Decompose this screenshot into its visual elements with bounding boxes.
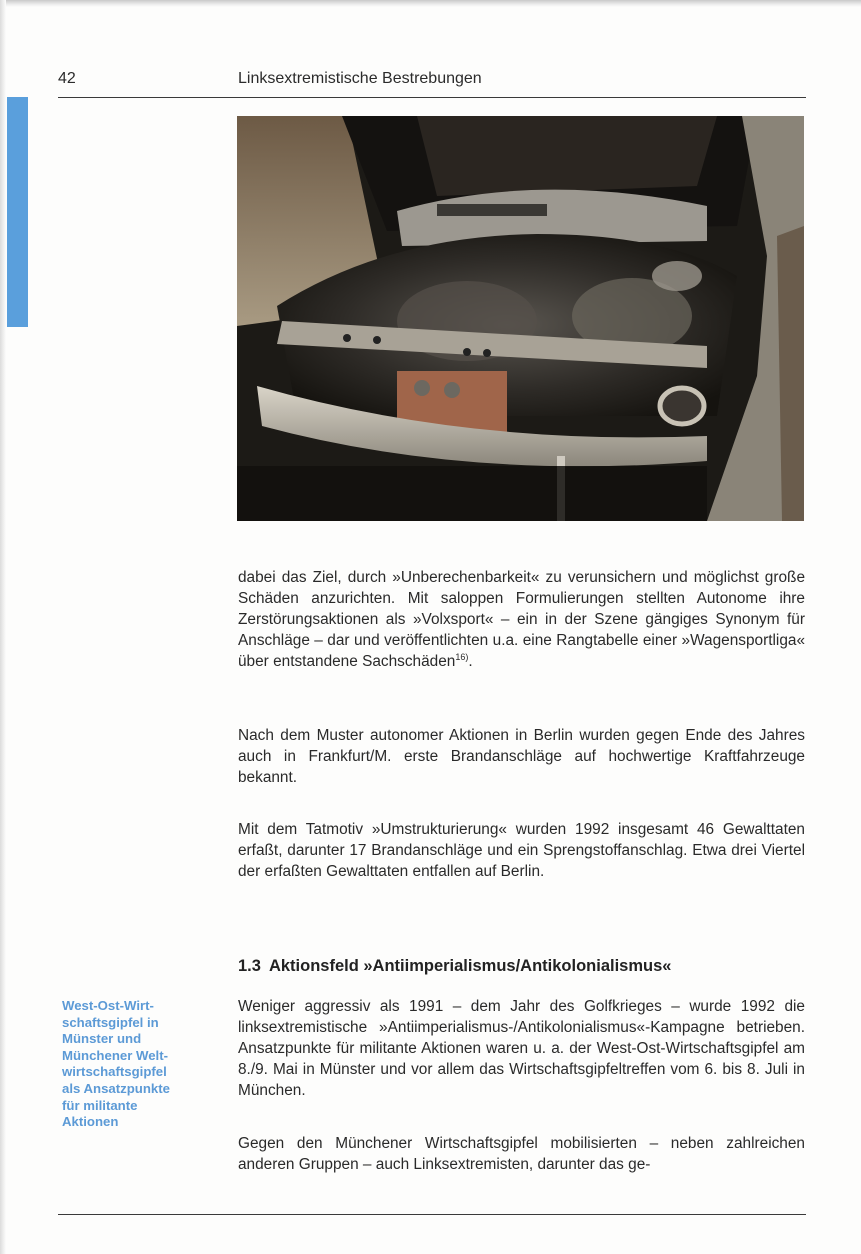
scan-top-shadow: [0, 0, 861, 7]
paragraph-text: Mit dem Tatmotiv »Umstrukturierung« wurden 1992 insgesamt 46 Gewalttaten erfaßt, darunter 17 Brandanschläge und ein Sprengstoffanschlag. Etwa drei Viertel der erfaßten Gewalttaten entfallen auf Berlin.: [238, 821, 805, 880]
margin-note-line: schaftsgipfel in: [62, 1014, 159, 1030]
header-rule: [58, 97, 806, 98]
margin-note: [62, 998, 212, 1131]
margin-note-line: Aktionen: [62, 1114, 119, 1130]
paragraph-frankfurt: [238, 725, 805, 788]
paragraph-umstrukturierung: [238, 819, 805, 882]
burned-car-photo: [237, 116, 804, 521]
margin-note-line: Münchener Welt-: [62, 1047, 168, 1063]
paragraph-antiimperialismus: [238, 996, 805, 1101]
margin-note-line: wirtschaftsgipfel: [62, 1064, 167, 1080]
chapter-color-tab: [7, 97, 28, 327]
margin-note-line: als Ansatzpunkte: [62, 1080, 170, 1096]
margin-note-line: Münster und: [62, 1031, 142, 1047]
paragraph-end: .: [468, 653, 473, 670]
paragraph-muenchen: [238, 1133, 805, 1175]
paragraph-text: Gegen den Münchener Wirtschaftsgipfel mobilisierten – neben zahlreichen anderen Gruppen – auch Linksextremisten, darunter das ge-: [238, 1135, 805, 1173]
footer-rule: [58, 1214, 806, 1215]
section-title: Aktionsfeld »Antiimperialismus/Antikolonialismus«: [268, 957, 672, 975]
margin-note-line: West-Ost-Wirt-: [62, 998, 154, 1013]
section-number: 1.3: [238, 957, 261, 975]
paragraph-volxsport: [238, 567, 805, 672]
running-title: Linksextremistische Bestrebungen: [238, 70, 482, 87]
paragraph-text: dabei das Ziel, durch »Unberechenbarkeit« zu verunsichern und möglichst große Schäden anzurichten. Mit saloppen Formulierungen stellten Autonome ihre Zerstörungsaktionen als »Volxsport« – ein in der Szene gängiges Synonym für Anschläge – dar und veröffentlichten u.a. eine Rangtabelle einer »Wagensportliga« über entstandene Sachschäden: [238, 569, 805, 670]
paragraph-text: Nach dem Muster autonomer Aktionen in Berlin wurden gegen Ende des Jahres auch in Frankfurt/M. erste Brandanschläge auf hochwertige Kraftfahrzeuge bekannt.: [238, 727, 805, 786]
scan-left-shadow: [0, 0, 6, 1254]
page-number: 42: [58, 70, 76, 87]
section-heading: [238, 957, 671, 976]
footnote-marker[interactable]: 16): [455, 651, 469, 662]
paragraph-text: Weniger aggressiv als 1991 – dem Jahr des Golfkrieges – wurde 1992 die linksextremistische »Antiimperialismus-/Antikolonialismus«-Kampagne betrieben. Ansatzpunkte für militante Aktionen waren u. a. der West-Ost-Wirtschaftsgipfel am 8./9. Mai in Münster und vor allem das Wirtschaftsgipfeltreffen vom 6. bis 8. Juli in München.: [238, 998, 805, 1099]
margin-note-line: für militante: [62, 1097, 138, 1113]
